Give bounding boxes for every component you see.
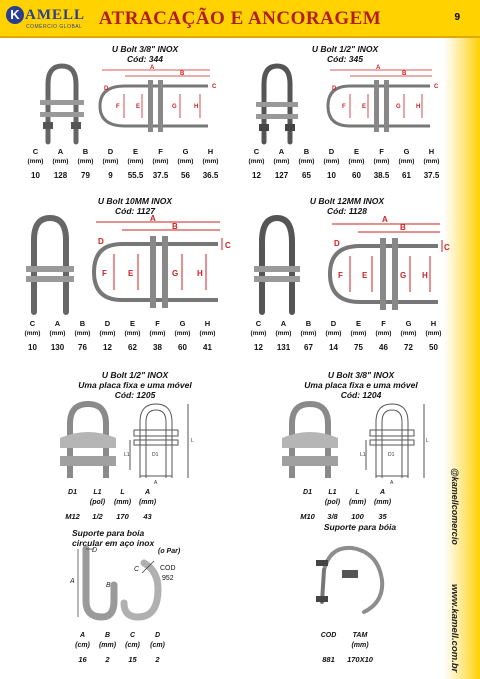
product-subtitle: Uma placa fixa e uma móvel bbox=[78, 380, 192, 390]
value: 46 bbox=[379, 343, 388, 352]
col-b: B bbox=[104, 631, 111, 639]
unit: (mm) bbox=[152, 157, 169, 165]
unit: (mm) bbox=[199, 329, 216, 337]
unit: (mm) bbox=[49, 329, 66, 337]
col-b: B bbox=[82, 146, 89, 156]
ubolt-photo bbox=[256, 66, 298, 142]
dim-l1: L1 bbox=[360, 452, 366, 458]
unit: (mm) bbox=[275, 329, 292, 337]
spec-value-row bbox=[316, 650, 379, 664]
dim-b: B bbox=[106, 582, 111, 589]
instagram-handle[interactable]: @kamellcomercio bbox=[450, 468, 460, 545]
value: 76 bbox=[78, 343, 87, 352]
value: 72 bbox=[404, 343, 413, 352]
unit: (mm) bbox=[149, 329, 166, 337]
unit: (mm) bbox=[300, 329, 317, 337]
unit: (mm) bbox=[323, 157, 340, 165]
value: 10 bbox=[327, 171, 336, 180]
col-a: A bbox=[57, 146, 64, 156]
unit: (mm) bbox=[77, 157, 94, 165]
col-a: A bbox=[54, 318, 61, 328]
unit: (mm) bbox=[177, 157, 194, 165]
dim-c: C bbox=[134, 566, 140, 573]
value: 37.5 bbox=[423, 171, 440, 180]
ubolt-345-illustration bbox=[250, 62, 450, 144]
value: 55.5 bbox=[127, 171, 144, 180]
col-d: D bbox=[154, 631, 161, 639]
col-e: E bbox=[355, 318, 361, 328]
unit: (pol) bbox=[89, 498, 106, 506]
unit: (mm) bbox=[351, 641, 369, 649]
value: 62 bbox=[128, 343, 137, 352]
value: 35 bbox=[378, 512, 387, 521]
col-l: L bbox=[355, 488, 360, 496]
spec-header-row bbox=[244, 146, 444, 156]
dim-h: H bbox=[194, 104, 199, 110]
unit: (mm) bbox=[425, 329, 442, 337]
product-name: U Bolt 1/2" INOX bbox=[101, 370, 169, 380]
col-a: A bbox=[79, 631, 86, 639]
unit: (mm) bbox=[375, 329, 392, 337]
product-1128-title bbox=[272, 196, 422, 216]
unit: (mm) bbox=[400, 329, 417, 337]
dim-e: E bbox=[136, 104, 141, 110]
plate-bolt-photo bbox=[282, 404, 338, 478]
unit: (pol) bbox=[324, 498, 341, 506]
product-345-title bbox=[270, 44, 420, 64]
plate-bolt-drawing bbox=[130, 404, 188, 478]
unit: (mm) bbox=[373, 498, 392, 506]
dim-l1: L1 bbox=[124, 452, 130, 458]
col-g: G bbox=[182, 146, 189, 156]
dim-h: H bbox=[197, 269, 203, 278]
dim-h: H bbox=[422, 271, 428, 280]
unit bbox=[316, 640, 341, 650]
col-a: A bbox=[278, 146, 285, 156]
col-a: A bbox=[379, 488, 386, 496]
value: 10 bbox=[31, 171, 40, 180]
pair-note: (o Par) bbox=[158, 548, 181, 555]
dim-g: G bbox=[400, 271, 407, 280]
dim-e: E bbox=[362, 104, 367, 110]
unit: (mm) bbox=[99, 329, 116, 337]
unit: (mm) bbox=[174, 329, 191, 337]
unit: (mm) bbox=[27, 157, 44, 165]
unit: (cm) bbox=[150, 641, 165, 649]
value: 9 bbox=[108, 171, 113, 180]
dim-a: A bbox=[70, 578, 75, 585]
dim-b: B bbox=[402, 71, 407, 77]
unit: (cm) bbox=[75, 641, 90, 649]
dimension-lines bbox=[330, 70, 432, 118]
product-subtitle: circular em aço inox bbox=[72, 538, 155, 548]
unit: (mm) bbox=[348, 498, 367, 506]
value: M10 bbox=[300, 512, 315, 521]
spec-unit-row bbox=[295, 497, 395, 507]
col-c: C bbox=[32, 146, 39, 156]
value: 12 bbox=[252, 171, 261, 180]
spec-value-row bbox=[295, 507, 395, 521]
value: 75 bbox=[354, 343, 363, 352]
unit: (mm) bbox=[202, 157, 219, 165]
spec-unit-row bbox=[244, 156, 444, 166]
value: 131 bbox=[276, 343, 291, 352]
dim-g: G bbox=[396, 104, 401, 110]
dim-b: B bbox=[400, 223, 406, 232]
spec-header-row bbox=[20, 318, 220, 328]
col-h: H bbox=[204, 318, 211, 328]
col-d1: D1 bbox=[303, 488, 312, 496]
product-1204-spec-table bbox=[295, 487, 395, 521]
value: 37.5 bbox=[152, 171, 169, 180]
unit: (mm) bbox=[24, 329, 41, 337]
spec-header-row bbox=[60, 487, 160, 497]
dim-d1: D1 bbox=[152, 452, 159, 458]
dim-f: F bbox=[342, 104, 346, 110]
unit: (mm) bbox=[250, 329, 267, 337]
col-l1: L1 bbox=[93, 488, 102, 496]
website-link[interactable]: www.kamell.com.br bbox=[449, 584, 460, 673]
unit: (mm) bbox=[273, 157, 290, 165]
col-b: B bbox=[79, 318, 86, 328]
col-g: G bbox=[179, 318, 186, 328]
product-1128-spec-table bbox=[246, 318, 446, 352]
dim-d: D bbox=[332, 86, 337, 92]
product-344-title bbox=[70, 44, 220, 64]
col-a: A bbox=[144, 488, 151, 496]
unit: (mm) bbox=[348, 157, 365, 165]
value: 10 bbox=[28, 343, 37, 352]
unit: (mm) bbox=[298, 157, 315, 165]
value: 100 bbox=[351, 512, 364, 521]
value: 128 bbox=[53, 171, 68, 180]
unit bbox=[295, 497, 320, 507]
col-a: A bbox=[280, 318, 287, 328]
col-d1: D1 bbox=[68, 488, 77, 496]
product-name: Suporte para boia bbox=[72, 528, 145, 538]
dim-a: A bbox=[150, 214, 156, 223]
value: 60 bbox=[352, 171, 361, 180]
col-l1: L1 bbox=[328, 488, 337, 496]
unit: (mm) bbox=[350, 329, 367, 337]
unit: (mm) bbox=[248, 157, 265, 165]
bracket-drawing bbox=[78, 549, 158, 617]
value: 2 bbox=[155, 655, 160, 664]
unit: (mm) bbox=[373, 157, 390, 165]
col-c: C bbox=[253, 146, 260, 156]
col-g: G bbox=[403, 146, 410, 156]
value: 61 bbox=[402, 171, 411, 180]
spec-value-row bbox=[244, 166, 444, 180]
product-1127-spec-table bbox=[20, 318, 220, 352]
unit: (mm) bbox=[124, 329, 141, 337]
value: 50 bbox=[429, 343, 438, 352]
value: 79 bbox=[81, 171, 90, 180]
unit: (mm) bbox=[398, 157, 415, 165]
value: 1/2 bbox=[92, 512, 103, 521]
cod-label: COD bbox=[160, 565, 176, 572]
col-c: C bbox=[129, 631, 136, 639]
unit: (mm) bbox=[127, 157, 144, 165]
unit: (mm) bbox=[52, 157, 69, 165]
product-1205-spec-table bbox=[60, 487, 160, 521]
dim-d1: D1 bbox=[388, 452, 395, 458]
product-name: U Bolt 12MM INOX bbox=[309, 196, 385, 206]
product-name: U Bolt 1/2" INOX bbox=[311, 44, 379, 54]
spec-value-row bbox=[23, 166, 223, 180]
dimension-lines bbox=[96, 222, 222, 290]
value: 60 bbox=[178, 343, 187, 352]
value: 38.5 bbox=[373, 171, 390, 180]
dim-b: B bbox=[180, 71, 185, 77]
spec-unit-row bbox=[20, 328, 220, 338]
product-code: Cód: 344 bbox=[127, 54, 163, 64]
product-code: Cód: 345 bbox=[327, 54, 363, 64]
col-cod: COD bbox=[320, 631, 337, 639]
product-881-title bbox=[300, 522, 420, 532]
unit: (mm) bbox=[74, 329, 91, 337]
col-b: B bbox=[303, 146, 310, 156]
dim-a: A bbox=[376, 65, 381, 71]
ubolt-photo bbox=[40, 66, 84, 142]
value: 2 bbox=[105, 655, 110, 664]
value: 41 bbox=[203, 343, 212, 352]
product-881-spec-table bbox=[316, 630, 379, 664]
unit: (mm) bbox=[113, 498, 132, 506]
value: 15 bbox=[128, 655, 137, 664]
col-g: G bbox=[405, 318, 412, 328]
buoy-bracket-881-illustration bbox=[304, 540, 394, 620]
value: 130 bbox=[50, 343, 65, 352]
value: 56 bbox=[181, 171, 190, 180]
unit: (mm) bbox=[98, 641, 117, 649]
dim-e: E bbox=[362, 271, 368, 280]
col-e: E bbox=[129, 318, 135, 328]
dim-c: C bbox=[225, 241, 231, 250]
col-h: H bbox=[207, 146, 214, 156]
unit bbox=[60, 497, 85, 507]
bracket-photo bbox=[316, 548, 382, 612]
product-952-spec-table bbox=[70, 630, 170, 664]
value: 127 bbox=[274, 171, 289, 180]
dim-a: A bbox=[390, 480, 394, 486]
dim-d: D bbox=[98, 237, 104, 246]
col-h: H bbox=[430, 318, 437, 328]
spec-unit-row bbox=[246, 328, 446, 338]
unit: (cm) bbox=[125, 641, 140, 649]
dim-h: H bbox=[416, 104, 421, 110]
dim-l: L bbox=[191, 438, 194, 444]
unit: (mm) bbox=[325, 329, 342, 337]
dim-g: G bbox=[172, 269, 179, 278]
dim-c: C bbox=[444, 243, 450, 252]
header-bar bbox=[0, 0, 480, 38]
ubolt-344-illustration bbox=[30, 62, 230, 144]
spec-unit-row bbox=[60, 497, 160, 507]
spec-header-row bbox=[295, 487, 395, 497]
page-title: ATRACAÇÃO E ANCORAGEM bbox=[98, 8, 382, 29]
dim-a: A bbox=[382, 215, 388, 224]
value: 881 bbox=[322, 655, 335, 664]
dimension-lines bbox=[332, 224, 442, 292]
dim-f: F bbox=[102, 269, 107, 278]
dim-d: D bbox=[92, 547, 98, 554]
buoy-bracket-952-illustration bbox=[64, 545, 164, 625]
logo-letter: K bbox=[6, 6, 24, 24]
cod-value: 952 bbox=[162, 575, 174, 582]
col-e: E bbox=[353, 146, 359, 156]
col-f: F bbox=[379, 146, 384, 156]
dimension-lines bbox=[102, 70, 210, 118]
product-344-spec-table bbox=[23, 146, 223, 180]
col-f: F bbox=[158, 146, 163, 156]
col-d: D bbox=[328, 146, 335, 156]
ubolt-photo bbox=[26, 218, 74, 312]
spec-header-row bbox=[246, 318, 446, 328]
value: 170 bbox=[116, 512, 129, 521]
dim-a: A bbox=[150, 65, 155, 71]
value: 16 bbox=[78, 655, 87, 664]
product-345-spec-table bbox=[244, 146, 444, 180]
dim-b: B bbox=[172, 222, 178, 231]
value: 12 bbox=[254, 343, 263, 352]
col-d: D bbox=[107, 146, 114, 156]
col-f: F bbox=[155, 318, 160, 328]
product-1127-title bbox=[60, 196, 210, 216]
page-number: 9 bbox=[454, 12, 460, 23]
dim-a: A bbox=[154, 480, 158, 486]
value: 12 bbox=[103, 343, 112, 352]
ubolt-1204-illustration bbox=[280, 400, 430, 486]
spec-unit-row bbox=[316, 640, 379, 650]
dim-d: D bbox=[104, 86, 109, 92]
value: 65 bbox=[302, 171, 311, 180]
unit: (mm) bbox=[102, 157, 119, 165]
product-code: Cód: 1204 bbox=[340, 390, 382, 400]
product-code: Cód: 1127 bbox=[115, 206, 155, 216]
dim-g: G bbox=[172, 104, 177, 110]
product-1204-title bbox=[276, 370, 446, 400]
spec-unit-row bbox=[70, 640, 170, 650]
value: 67 bbox=[304, 343, 313, 352]
product-code: Cód: 1205 bbox=[114, 390, 156, 400]
dim-d: D bbox=[334, 239, 340, 248]
col-l: L bbox=[120, 488, 125, 496]
dim-f: F bbox=[338, 271, 343, 280]
col-c: C bbox=[255, 318, 262, 328]
spec-header-row bbox=[23, 146, 223, 156]
product-name: Suporte para bóia bbox=[323, 522, 397, 532]
col-c: C bbox=[29, 318, 36, 328]
value: 3/8 bbox=[327, 512, 338, 521]
unit: (mm) bbox=[423, 157, 440, 165]
col-tam: TAM bbox=[352, 631, 368, 639]
dim-l: L bbox=[426, 438, 429, 444]
plate-bolt-drawing bbox=[366, 404, 424, 478]
value: 14 bbox=[329, 343, 338, 352]
ubolt-1128-illustration bbox=[250, 214, 450, 314]
col-d: D bbox=[104, 318, 111, 328]
ubolt-photo bbox=[254, 218, 300, 312]
product-code: Cód: 1128 bbox=[327, 206, 367, 216]
product-name: U Bolt 3/8" INOX bbox=[111, 44, 179, 54]
value: 38 bbox=[153, 343, 162, 352]
value: 36.5 bbox=[202, 171, 219, 180]
product-subtitle: Uma placa fixa e uma móvel bbox=[304, 380, 418, 390]
logo-name: AMELL bbox=[25, 7, 86, 23]
unit: (mm) bbox=[138, 498, 157, 506]
spec-header-row bbox=[316, 630, 379, 640]
dim-f: F bbox=[116, 104, 120, 110]
ubolt-1205-illustration bbox=[58, 400, 208, 486]
logo-tagline: COMÉRCIO GLOBAL bbox=[26, 24, 83, 30]
spec-value-row bbox=[20, 338, 220, 352]
col-e: E bbox=[132, 146, 138, 156]
dim-e: E bbox=[128, 269, 134, 278]
dim-c: C bbox=[212, 84, 217, 90]
plate-bolt-photo bbox=[60, 404, 116, 478]
spec-value-row bbox=[70, 650, 170, 664]
col-f: F bbox=[381, 318, 386, 328]
col-h: H bbox=[428, 146, 435, 156]
spec-header-row bbox=[70, 630, 170, 640]
product-name: U Bolt 10MM INOX bbox=[97, 196, 173, 206]
col-d: D bbox=[330, 318, 337, 328]
value: M12 bbox=[65, 512, 80, 521]
ubolt-1127-illustration bbox=[22, 214, 232, 314]
spec-unit-row bbox=[23, 156, 223, 166]
product-name: U Bolt 3/8" INOX bbox=[327, 370, 395, 380]
col-b: B bbox=[305, 318, 312, 328]
value: 170X10 bbox=[347, 655, 373, 664]
product-1205-title bbox=[50, 370, 220, 400]
value: 43 bbox=[143, 512, 152, 521]
spec-value-row bbox=[246, 338, 446, 352]
dim-c: C bbox=[434, 84, 439, 90]
spec-value-row bbox=[60, 507, 160, 521]
